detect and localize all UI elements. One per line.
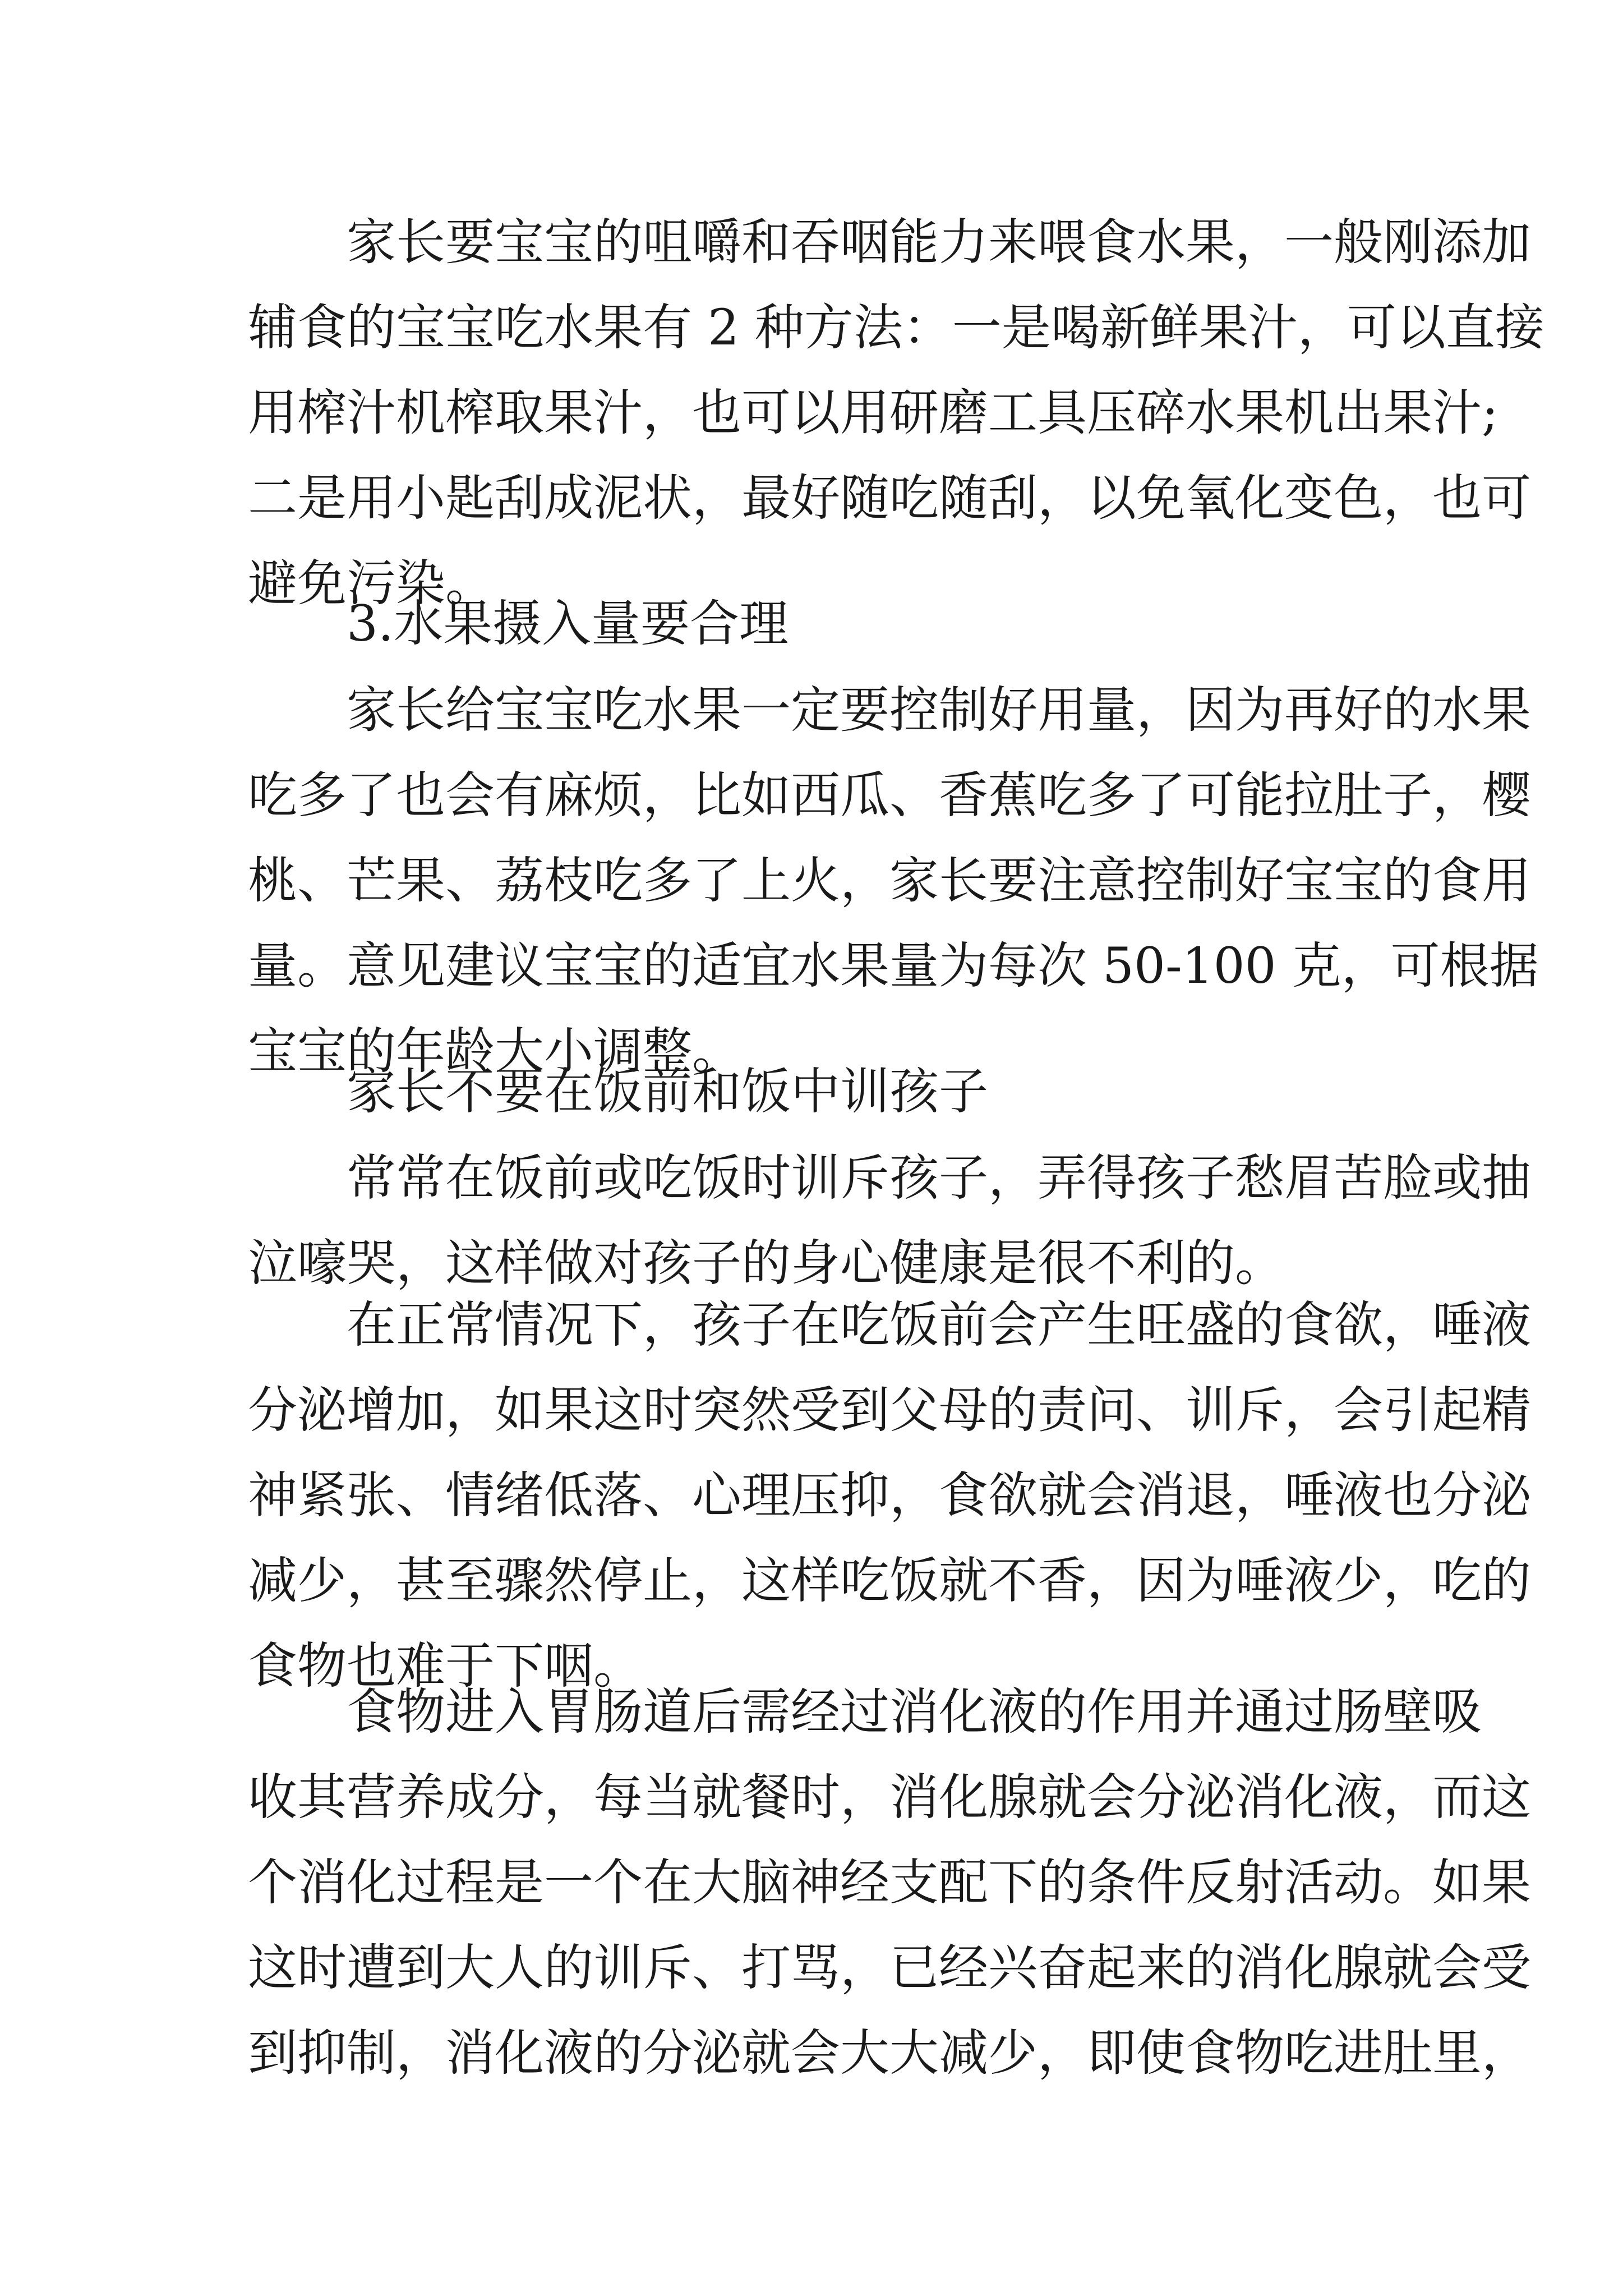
text-line: 桃、芒果、荔枝吃多了上火，家长要注意控制好宝宝的食用 (248, 852, 1532, 909)
text-line: 泣嚎哭，这样做对孩子的身心健康是很不利的。 (248, 1234, 1285, 1292)
text-line: 避免污染。 (248, 554, 495, 612)
section-heading: 3.水果摄入量要合理 (347, 595, 789, 652)
text-line: 辅食的宝宝吃水果有 2 种方法：一是喝新鲜果汁，可以直接 (248, 298, 1544, 356)
text-line: 食物也难于下咽。 (248, 1637, 643, 1695)
text-line: 神紧张、情绪低落、心理压抑，食欲就会消退，唾液也分泌 (248, 1466, 1532, 1524)
text-line: 家长给宝宝吃水果一定要控制好用量，因为再好的水果 (347, 681, 1532, 739)
text-line: 常常在饭前或吃饭时训斥孩子，弄得孩子愁眉苦脸或抽 (347, 1149, 1532, 1207)
text-line: 二是用小匙刮成泥状，最好随吃随刮，以免氧化变色，也可 (248, 469, 1532, 527)
text-line: 吃多了也会有麻烦，比如西瓜、香蕉吃多了可能拉肚子，樱 (248, 766, 1532, 824)
text-line: 在正常情况下，孩子在吃饭前会产生旺盛的食欲，唾液 (347, 1296, 1532, 1354)
text-line: 这时遭到大人的训斥、打骂，已经兴奋起来的消化腺就会受 (248, 1939, 1532, 1996)
paragraph-appetite-and-saliva (248, 1282, 1532, 1709)
text-line: 分泌增加，如果这时突然受到父母的责问、训斥，会引起精 (248, 1381, 1532, 1439)
paragraph-fruit-intake-amount (248, 668, 1539, 1094)
section-heading: 家长不要在饭前和饭中训孩子 (347, 1062, 989, 1120)
text-line: 量。意见建议宝宝的适宜水果量为每次 50-100 克，可根据 (248, 937, 1539, 995)
paragraph-digestion-process (248, 1669, 1532, 2096)
text-line: 宝宝的年龄大小调整。 (248, 1022, 742, 1080)
heading-no-scolding-at-meals (248, 1049, 1392, 1134)
text-line: 个消化过程是一个在大脑神经支配下的条件反射活动。如果 (248, 1853, 1532, 1911)
text-line: 到抑制，消化液的分泌就会大大减少，即使食物吃进肚里， (248, 2024, 1532, 2082)
paragraph-fruit-feeding-methods (248, 200, 1544, 626)
text-line: 减少，甚至骤然停止，这样吃饭就不香，因为唾液少，吃的 (248, 1552, 1532, 1609)
text-line: 食物进入胃肠道后需经过消化液的作用并通过肠壁吸 (347, 1683, 1482, 1741)
text-line: 用榨汁机榨取果汁，也可以用研磨工具压碎水果机出果汁; (248, 384, 1498, 441)
text-line: 家长要宝宝的咀嚼和吞咽能力来喂食水果，一般刚添加 (347, 213, 1532, 271)
heading-fruit-intake (248, 581, 1392, 666)
text-line: 收其营养成分，每当就餐时，消化腺就会分泌消化液，而这 (248, 1768, 1532, 1826)
paragraph-scolding-harm (248, 1135, 1532, 1306)
